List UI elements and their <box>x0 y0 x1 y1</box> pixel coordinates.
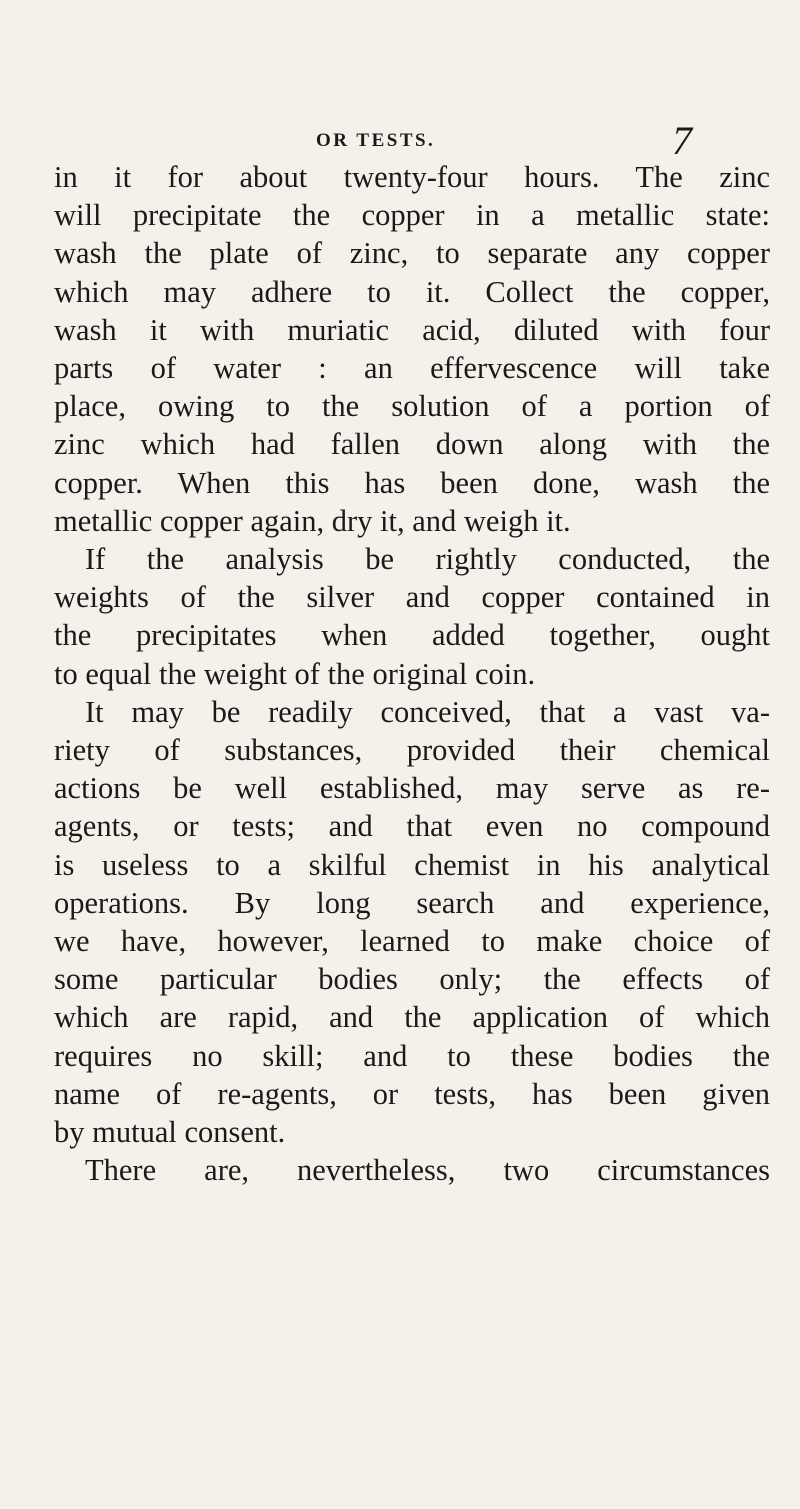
paragraph-start-line: There are, nevertheless, two circumstances <box>85 1153 770 1188</box>
text-line: requires no skill; and to these bodies the <box>54 1038 770 1073</box>
text-line: place, owing to the solution of a portion of <box>54 389 770 424</box>
text-line: the precipitates when added together, ought <box>54 618 770 653</box>
paragraph-start-line: It may be readily conceived, that a vast va- <box>85 694 770 729</box>
text-line: zinc which had fallen down along with the <box>54 427 770 462</box>
text-line: some particular bodies only; the effects of <box>54 962 770 997</box>
text-line: operations. By long search and experience, <box>54 885 770 920</box>
paragraph-start-line: If the analysis be rightly conducted, the <box>85 542 770 577</box>
text-line: name of re-agents, or tests, has been given <box>54 1076 770 1111</box>
text-line: wash it with muriatic acid, diluted with four <box>54 312 770 347</box>
text-line: weights of the silver and copper contained in <box>54 580 770 615</box>
text-line: will precipitate the copper in a metallic state: <box>54 198 770 233</box>
body-text <box>54 158 770 1189</box>
text-line: which are rapid, and the application of which <box>54 1000 770 1035</box>
text-line: to equal the weight of the original coin. <box>54 656 536 691</box>
text-line: agents, or tests; and that even no compound <box>54 809 770 844</box>
text-line: actions be well established, may serve as re- <box>54 771 770 806</box>
text-line: copper. When this has been done, wash the <box>54 465 770 500</box>
text-line: wash the plate of zinc, to separate any copper <box>54 236 770 271</box>
text-line: we have, however, learned to make choice of <box>54 924 770 959</box>
text-line: is useless to a skilful chemist in his analytical <box>54 847 770 882</box>
text-line: metallic copper again, dry it, and weigh it. <box>54 503 571 538</box>
text-line: in it for about twenty-four hours. The zinc <box>54 160 770 194</box>
page-number: 7 <box>672 118 692 163</box>
text-line: by mutual consent. <box>54 1115 286 1150</box>
text-line: which may adhere to it. Collect the copper, <box>54 274 770 309</box>
running-title: OR TESTS. <box>316 130 436 151</box>
text-line: riety of substances, provided their chemical <box>54 733 770 768</box>
text-line: parts of water : an effervescence will take <box>54 351 770 386</box>
